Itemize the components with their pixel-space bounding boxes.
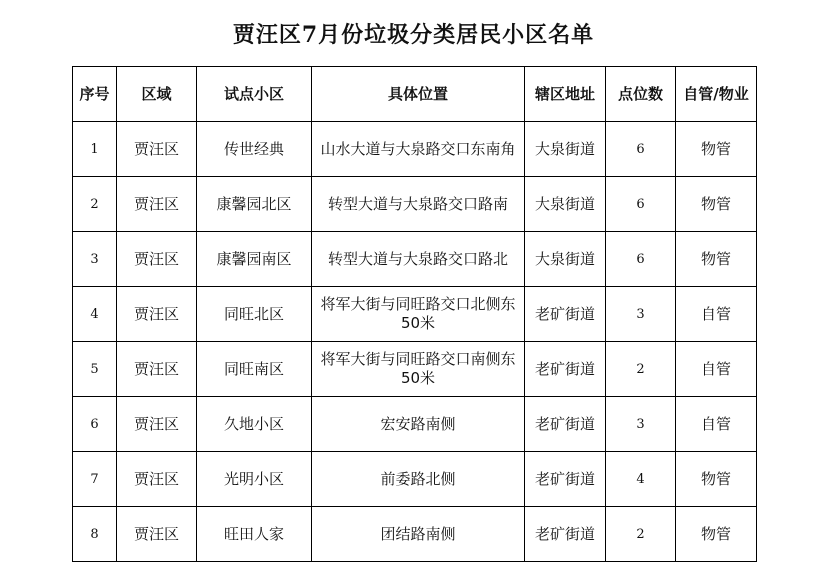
cell-point-count: 2 xyxy=(606,507,676,562)
header-district-address: 辖区地址 xyxy=(525,67,606,122)
cell-management: 自管 xyxy=(676,342,757,397)
cell-location: 团结路南侧 xyxy=(312,507,525,562)
cell-region: 贾汪区 xyxy=(117,287,197,342)
header-index: 序号 xyxy=(73,67,117,122)
cell-region: 贾汪区 xyxy=(117,507,197,562)
header-point-count: 点位数 xyxy=(606,67,676,122)
table-row xyxy=(73,507,757,562)
page-title: 贾汪区7月份垃圾分类居民小区名单 xyxy=(232,22,595,48)
cell-point-count: 6 xyxy=(606,122,676,177)
cell-community: 传世经典 xyxy=(197,122,312,177)
cell-index: 8 xyxy=(73,507,117,562)
cell-location: 前委路北侧 xyxy=(312,452,525,507)
header-pilot-community: 试点小区 xyxy=(197,67,312,122)
cell-point-count: 2 xyxy=(606,342,676,397)
cell-location: 山水大道与大泉路交口东南角 xyxy=(312,122,525,177)
cell-point-count: 4 xyxy=(606,452,676,507)
cell-location: 将军大街与同旺路交口北侧东50米 xyxy=(312,287,525,342)
cell-region: 贾汪区 xyxy=(117,177,197,232)
cell-region: 贾汪区 xyxy=(117,122,197,177)
table-row xyxy=(73,177,757,232)
cell-region: 贾汪区 xyxy=(117,452,197,507)
cell-point-count: 3 xyxy=(606,397,676,452)
cell-location: 将军大街与同旺路交口南侧东50米 xyxy=(312,342,525,397)
header-region: 区域 xyxy=(117,67,197,122)
cell-management: 自管 xyxy=(676,287,757,342)
table-row xyxy=(73,452,757,507)
cell-district: 老矿街道 xyxy=(525,397,606,452)
cell-management: 物管 xyxy=(676,177,757,232)
table-row xyxy=(73,232,757,287)
cell-point-count: 3 xyxy=(606,287,676,342)
cell-region: 贾汪区 xyxy=(117,232,197,287)
header-management: 自管/物业 xyxy=(676,67,757,122)
cell-district: 老矿街道 xyxy=(525,452,606,507)
cell-community: 光明小区 xyxy=(197,452,312,507)
cell-index: 1 xyxy=(73,122,117,177)
cell-district: 老矿街道 xyxy=(525,342,606,397)
cell-community: 久地小区 xyxy=(197,397,312,452)
table-row xyxy=(73,287,757,342)
cell-district: 大泉街道 xyxy=(525,122,606,177)
cell-index: 3 xyxy=(73,232,117,287)
cell-management: 自管 xyxy=(676,397,757,452)
table-row xyxy=(73,122,757,177)
cell-community: 康馨园南区 xyxy=(197,232,312,287)
cell-index: 4 xyxy=(73,287,117,342)
community-table xyxy=(72,66,757,562)
cell-index: 5 xyxy=(73,342,117,397)
cell-management: 物管 xyxy=(676,122,757,177)
cell-management: 物管 xyxy=(676,452,757,507)
cell-location: 转型大道与大泉路交口路南 xyxy=(312,177,525,232)
cell-region: 贾汪区 xyxy=(117,397,197,452)
cell-point-count: 6 xyxy=(606,177,676,232)
cell-community: 旺田人家 xyxy=(197,507,312,562)
cell-district: 大泉街道 xyxy=(525,177,606,232)
table-row xyxy=(73,342,757,397)
cell-district: 老矿街道 xyxy=(525,287,606,342)
cell-community: 同旺北区 xyxy=(197,287,312,342)
table-header-row xyxy=(73,67,757,122)
cell-community: 同旺南区 xyxy=(197,342,312,397)
header-location: 具体位置 xyxy=(312,67,525,122)
cell-district: 大泉街道 xyxy=(525,232,606,287)
cell-index: 6 xyxy=(73,397,117,452)
cell-community: 康馨园北区 xyxy=(197,177,312,232)
cell-district: 老矿街道 xyxy=(525,507,606,562)
table-row xyxy=(73,397,757,452)
cell-point-count: 6 xyxy=(606,232,676,287)
cell-management: 物管 xyxy=(676,507,757,562)
cell-location: 宏安路南侧 xyxy=(312,397,525,452)
cell-location: 转型大道与大泉路交口路北 xyxy=(312,232,525,287)
cell-management: 物管 xyxy=(676,232,757,287)
cell-region: 贾汪区 xyxy=(117,342,197,397)
cell-index: 2 xyxy=(73,177,117,232)
cell-index: 7 xyxy=(73,452,117,507)
